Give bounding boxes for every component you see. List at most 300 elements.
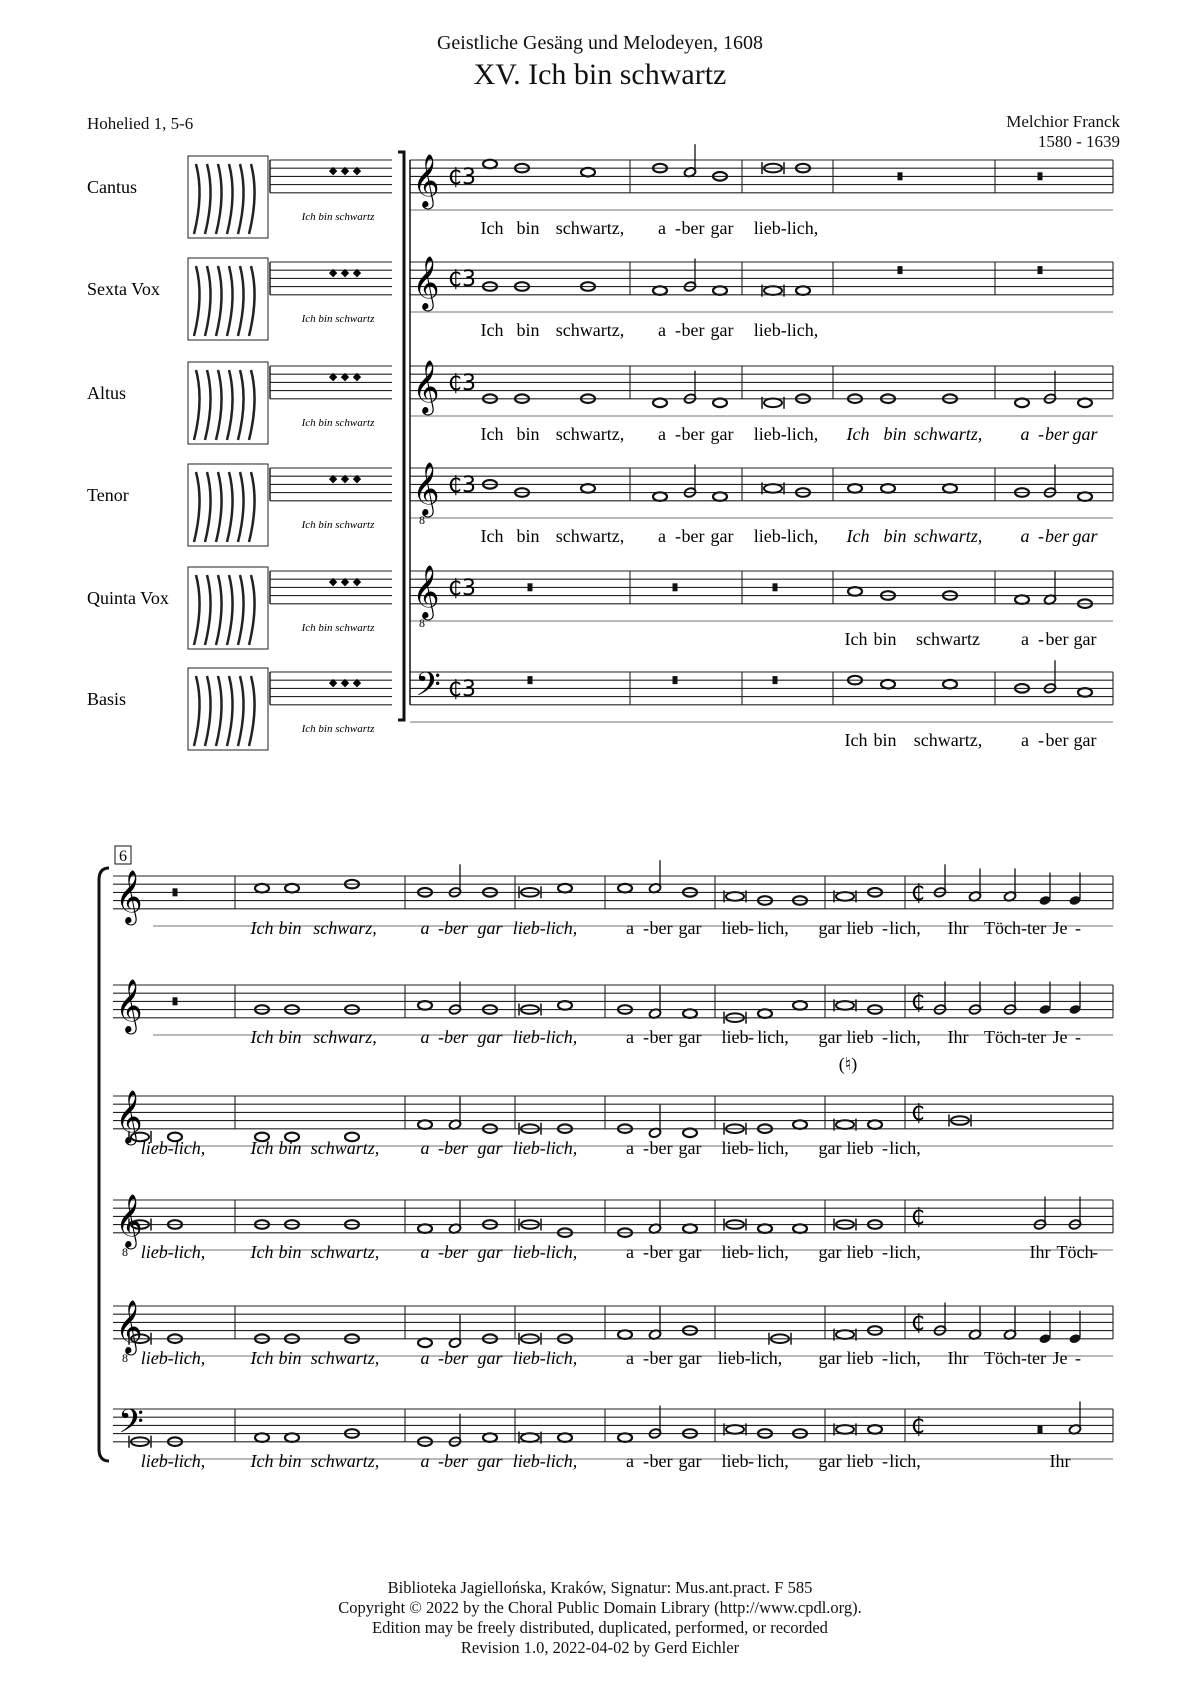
lyric-syllable: lieb-lich,: [140, 1242, 206, 1262]
lyric-syllable: ber: [681, 526, 705, 546]
lyric-syllable: lieb-lich,: [512, 1242, 578, 1262]
octave-8-mark: 8: [419, 513, 425, 527]
whole-note: [558, 1433, 572, 1442]
lyric-syllable: schwartz,: [913, 526, 983, 546]
treble-clef-icon: 𝄞: [115, 869, 143, 923]
whole-note: [713, 492, 727, 501]
lyric-syllable: schwartz,: [913, 424, 983, 444]
voice-name-5: Quinta Vox: [87, 588, 169, 608]
whole-note: [793, 1224, 807, 1233]
lyric-syllable: ber: [444, 1138, 468, 1158]
lyric-syllable: lieb-lich,: [753, 424, 819, 444]
voice-name-1: Cantus: [87, 177, 138, 197]
lyric-syllable: schwarz,: [313, 918, 377, 938]
voice-name-2: Sexta Vox: [87, 279, 160, 299]
system-bracket: [99, 868, 109, 1461]
lyric-syllable: lieb-lich,: [140, 1348, 206, 1368]
whole-note: [558, 884, 572, 893]
breve-rest: [673, 583, 678, 591]
lyric-syllable: lich,: [889, 1027, 921, 1047]
lyric-syllable: a: [420, 1451, 430, 1471]
whole-note: [683, 1224, 697, 1233]
cut-time-signature: ₵: [911, 990, 925, 1015]
lyric-syllable: a: [420, 1027, 430, 1047]
lyric-syllable: gar: [1073, 629, 1097, 649]
whole-note: [618, 884, 632, 893]
lyric-syllable: -: [643, 1348, 649, 1368]
lyric-syllable: lieb-lich,: [140, 1138, 206, 1158]
lyric-syllable: a: [1021, 730, 1029, 750]
lyric-syllable: gar: [477, 1451, 503, 1471]
lyric-syllable: -: [438, 1242, 444, 1262]
whole-note: [848, 484, 862, 493]
time-signature: ₵3: [448, 371, 476, 396]
whole-note: [653, 492, 667, 501]
whole-note: [868, 1120, 882, 1129]
breve-rest: [1038, 1425, 1043, 1433]
lyric-syllable: schwarz,: [313, 1027, 377, 1047]
breve-note: [521, 1433, 539, 1442]
lyric-syllable: lieb-lich,: [717, 1348, 783, 1368]
time-signature: ₵3: [448, 473, 476, 498]
lyric-syllable: -: [1075, 1027, 1081, 1047]
lyric-syllable: -: [438, 1138, 444, 1158]
breve-rest: [898, 266, 903, 274]
whole-note: [758, 1009, 772, 1018]
incipit-notes: ◆ ◆ ◆: [328, 266, 362, 279]
lyric-syllable: ber: [649, 1348, 673, 1368]
lyric-syllable: ber: [444, 1027, 468, 1047]
whole-note: [1015, 399, 1029, 408]
lyric-syllable: ber: [649, 1027, 673, 1047]
lyric-syllable: lich,: [757, 1027, 789, 1047]
breve-rest: [528, 676, 533, 684]
octave-8-mark: 8: [122, 1351, 128, 1365]
lyric-syllable: a: [1020, 526, 1030, 546]
voice-name-4: Tenor: [87, 485, 129, 505]
lyric-syllable: gar: [477, 1242, 503, 1262]
whole-note: [581, 484, 595, 493]
lyric-syllable: gar: [818, 1242, 842, 1262]
lyric-syllable: lieb: [846, 1242, 874, 1262]
whole-note: [653, 286, 667, 295]
lyric-syllable: -: [882, 1027, 888, 1047]
lyric-syllable: schwartz,: [310, 1138, 380, 1158]
breve-note: [836, 1330, 854, 1339]
lyric-syllable: Ich: [480, 320, 504, 340]
whole-note: [683, 1129, 697, 1138]
lyric-syllable: a: [626, 1348, 634, 1368]
piece-title: XV. Ich bin schwartz: [473, 58, 727, 91]
lyric-syllable: schwartz: [916, 629, 980, 649]
cut-time-signature: ₵: [911, 1101, 925, 1126]
treble-clef-icon: 𝄞: [412, 153, 440, 207]
whole-note: [758, 1224, 772, 1233]
whole-note: [943, 484, 957, 493]
breve-note: [836, 1425, 854, 1434]
lyric-syllable: ber: [444, 1451, 468, 1471]
incipit-text: Ich bin schwartz: [301, 211, 375, 223]
breve-note: [726, 1425, 744, 1434]
lyric-syllable: gar: [1072, 424, 1098, 444]
incipit-text: Ich bin schwartz: [301, 723, 375, 735]
lyric-syllable: schwartz,: [555, 424, 625, 444]
lyric-syllable: ber: [649, 1138, 673, 1158]
lyric-syllable: Ich: [844, 730, 868, 750]
lyric-syllable: lich,: [889, 1451, 921, 1471]
lyric-syllable: -: [882, 1138, 888, 1158]
treble-clef-icon: 𝄞: [115, 978, 143, 1032]
whole-note: [1015, 595, 1029, 604]
breve-rest: [173, 888, 178, 896]
lyric-syllable: ber: [444, 1348, 468, 1368]
lyric-syllable: Ich: [480, 526, 504, 546]
lyric-syllable: ber: [681, 320, 705, 340]
lyric-syllable: -: [748, 1242, 754, 1262]
lyric-syllable: Töch: [1056, 1242, 1094, 1262]
lyric-syllable: gar: [678, 918, 702, 938]
breve-rest: [528, 583, 533, 591]
footer-copyright-line: Copyright © 2022 by the Choral Public Domain Library (http://www.cpdl.org).: [338, 1598, 862, 1617]
lyric-syllable: gar: [710, 424, 734, 444]
lyric-syllable: lieb: [846, 918, 874, 938]
lyric-syllable: lieb-lich,: [753, 218, 819, 238]
lyric-syllable: lieb: [721, 1242, 749, 1262]
lyric-syllable: bin: [278, 1242, 302, 1262]
lyric-syllable: bin: [516, 526, 540, 546]
breve-rest: [773, 583, 778, 591]
whole-note: [483, 1433, 497, 1442]
lyric-syllable: gar: [710, 320, 734, 340]
whole-note: [943, 680, 957, 689]
incipit-text: Ich bin schwartz: [301, 417, 375, 429]
lyric-syllable: lieb-lich,: [512, 1027, 578, 1047]
lyric-syllable: gar: [1073, 730, 1097, 750]
footer-license-line: Edition may be freely distributed, duplicated, performed, or recorded: [372, 1618, 828, 1637]
whole-note: [653, 399, 667, 408]
lyric-syllable: lieb-lich,: [512, 1348, 578, 1368]
lyric-syllable: ber: [1045, 629, 1069, 649]
lyric-syllable: a: [658, 424, 666, 444]
lyric-syllable: -: [882, 918, 888, 938]
lyric-syllable: lieb-lich,: [140, 1451, 206, 1471]
whole-note: [848, 587, 862, 596]
bass-clef-icon: 𝄢: [118, 1403, 144, 1449]
staff-6: [410, 672, 1113, 705]
staff-sys2-6: [113, 1409, 1113, 1442]
lyric-syllable: -: [882, 1348, 888, 1368]
lyric-syllable: -: [1038, 424, 1044, 444]
lyric-syllable: -: [675, 320, 681, 340]
cut-time-signature: ₵: [911, 1414, 925, 1439]
lyric-syllable: -: [748, 1451, 754, 1471]
lyric-syllable: ber: [444, 918, 468, 938]
breve-rest: [1038, 266, 1043, 274]
lyric-syllable: ber: [1045, 424, 1069, 444]
treble-clef-icon: 𝄞: [115, 1089, 143, 1143]
lyric-syllable: lieb: [846, 1348, 874, 1368]
lyric-syllable: ber: [681, 218, 705, 238]
lyric-syllable: gar: [477, 918, 503, 938]
lyric-syllable: bin: [516, 424, 540, 444]
lyric-syllable: schwartz,: [310, 1451, 380, 1471]
incipit-notes: ◆ ◆ ◆: [328, 370, 362, 383]
treble-clef-icon: 𝄞: [412, 564, 440, 618]
lyric-syllable: a: [626, 918, 634, 938]
whole-note: [793, 1120, 807, 1129]
lyric-syllable: lieb: [721, 1138, 749, 1158]
lyric-syllable: Ich: [480, 424, 504, 444]
lyric-syllable: Ich: [250, 918, 274, 938]
lyric-syllable: gar: [678, 1242, 702, 1262]
lyric-syllable: Ich: [250, 1348, 274, 1368]
octave-8-mark: 8: [122, 1245, 128, 1259]
footer-revision-line: Revision 1.0, 2022-04-02 by Gerd Eichler: [460, 1638, 740, 1657]
lyric-syllable: schwartz,: [555, 526, 625, 546]
footer-credits: [0, 1578, 1200, 1658]
lyric-syllable: a: [626, 1242, 634, 1262]
lyric-syllable: lieb: [721, 1027, 749, 1047]
lyric-syllable: lieb: [721, 918, 749, 938]
lyric-syllable: -: [1038, 526, 1044, 546]
lyric-syllable: bin: [516, 320, 540, 340]
footer-source-line: Biblioteka Jagiellońska, Kraków, Signatur: Mus.ant.pract. F 585: [387, 1578, 813, 1597]
lyric-syllable: gar: [818, 1138, 842, 1158]
whole-note: [1078, 399, 1092, 408]
lyric-syllable: gar: [818, 1027, 842, 1047]
lyric-syllable: lich,: [757, 1242, 789, 1262]
lyric-syllable: a: [626, 1027, 634, 1047]
lyric-syllable: schwartz,: [555, 320, 625, 340]
cut-time-signature: ₵: [911, 881, 925, 906]
treble-clef-icon: 𝄞: [412, 359, 440, 413]
lyric-syllable: schwartz,: [555, 218, 625, 238]
lyric-syllable: lieb-lich,: [512, 918, 578, 938]
source-reference: Hohelied 1, 5-6: [87, 114, 194, 133]
lyric-syllable: Ich: [250, 1027, 274, 1047]
whole-note: [558, 1001, 572, 1010]
editorial-accidental: (♮): [838, 1054, 858, 1074]
breve-rest: [898, 172, 903, 180]
cut-time-signature: ₵: [911, 1205, 925, 1230]
lyric-syllable: lieb-lich,: [512, 1138, 578, 1158]
lyric-syllable: -: [1038, 629, 1044, 649]
lyric-syllable: Ich: [480, 218, 504, 238]
lyric-syllable: gar: [678, 1027, 702, 1047]
lyric-syllable: gar: [477, 1027, 503, 1047]
lyric-syllable: bin: [278, 1027, 302, 1047]
treble-clef-icon: 𝄞: [115, 1193, 143, 1247]
lyric-syllable: schwartz,: [310, 1242, 380, 1262]
voice-name-6: Basis: [87, 689, 127, 709]
lyric-syllable: Je: [1052, 918, 1068, 938]
lyric-syllable: a: [658, 320, 666, 340]
treble-clef-icon: 𝄞: [412, 461, 440, 515]
voice-name-3: Altus: [87, 383, 127, 403]
lyric-syllable: Ihr: [947, 1348, 969, 1368]
breve-note: [836, 1001, 854, 1010]
lyric-syllable: lich,: [889, 1138, 921, 1158]
lyric-syllable: -: [748, 1027, 754, 1047]
lyric-syllable: gar: [477, 1138, 503, 1158]
lyric-syllable: gar: [678, 1138, 702, 1158]
lyric-syllable: -: [438, 1451, 444, 1471]
whole-note: [618, 1330, 632, 1339]
whole-note: [618, 1433, 632, 1442]
lyric-syllable: -: [438, 918, 444, 938]
lyric-syllable: ber: [1045, 730, 1069, 750]
lyric-syllable: gar: [818, 1348, 842, 1368]
incipit-notes: ◆ ◆ ◆: [328, 575, 362, 588]
lyric-syllable: gar: [477, 1348, 503, 1368]
whole-note: [881, 484, 895, 493]
lyric-syllable: Je: [1052, 1348, 1068, 1368]
whole-note: [255, 1433, 269, 1442]
lyric-syllable: -: [748, 1138, 754, 1158]
lyric-syllable: gar: [818, 918, 842, 938]
incipit-notes: ◆ ◆ ◆: [328, 164, 362, 177]
incipit-text: Ich bin schwartz: [301, 622, 375, 634]
lyric-syllable: ber: [649, 918, 673, 938]
lyric-syllable: Ich: [250, 1138, 274, 1158]
lyric-syllable: lieb: [846, 1027, 874, 1047]
whole-note: [418, 1001, 432, 1010]
lyric-syllable: lich,: [757, 918, 789, 938]
lyric-syllable: lieb: [846, 1138, 874, 1158]
composer-dates: 1580 - 1639: [1037, 132, 1120, 151]
treble-clef-icon: 𝄞: [115, 1299, 143, 1353]
time-signature: ₵3: [448, 576, 476, 601]
lyric-syllable: a: [1020, 424, 1030, 444]
lyric-syllable: -: [643, 918, 649, 938]
breve-rest: [1038, 172, 1043, 180]
lyric-syllable: bin: [278, 1138, 302, 1158]
lyric-syllable: bin: [883, 526, 907, 546]
lyric-syllable: schwartz,: [913, 730, 983, 750]
bass-clef-icon: 𝄢: [415, 666, 441, 712]
breve-note: [764, 286, 782, 295]
lyric-syllable: -: [1038, 730, 1044, 750]
lyric-syllable: -: [675, 424, 681, 444]
lyric-syllable: ber: [649, 1451, 673, 1471]
lyric-syllable: a: [420, 1138, 430, 1158]
lyric-syllable: Töch-ter: [984, 1027, 1046, 1047]
lyric-syllable: ber: [444, 1242, 468, 1262]
lyric-syllable: gar: [1072, 526, 1098, 546]
lyric-syllable: Ich: [250, 1242, 274, 1262]
lyric-syllable: Töch-ter: [984, 1348, 1046, 1368]
lyric-syllable: gar: [710, 526, 734, 546]
whole-note: [713, 286, 727, 295]
lyric-syllable: lieb: [846, 1451, 874, 1471]
lyric-syllable: schwartz,: [310, 1348, 380, 1368]
lyric-syllable: Ihr: [1049, 1451, 1071, 1471]
lyric-syllable: -: [438, 1027, 444, 1047]
lyric-syllable: a: [626, 1451, 634, 1471]
whole-note: [418, 1339, 432, 1348]
whole-note: [1078, 688, 1092, 697]
lyric-syllable: bin: [873, 730, 897, 750]
composer-name: Melchior Franck: [1006, 112, 1120, 131]
lyric-syllable: -: [643, 1242, 649, 1262]
whole-note: [793, 1001, 807, 1010]
lyric-syllable: lich,: [889, 1348, 921, 1368]
lyric-syllable: lich,: [889, 1242, 921, 1262]
lyric-syllable: -: [1075, 918, 1081, 938]
lyric-syllable: -: [643, 1138, 649, 1158]
lyric-syllable: a: [420, 1348, 430, 1368]
whole-note: [483, 160, 497, 169]
lyric-syllable: lich,: [757, 1451, 789, 1471]
breve-note: [764, 399, 782, 408]
breve-note: [764, 484, 782, 493]
whole-note: [713, 399, 727, 408]
whole-note: [418, 1224, 432, 1233]
lyric-syllable: a: [1021, 629, 1029, 649]
lyric-syllable: -: [882, 1242, 888, 1262]
lyric-syllable: -: [643, 1451, 649, 1471]
breve-note: [726, 892, 744, 901]
lyric-syllable: a: [420, 918, 430, 938]
lyric-syllable: a: [420, 1242, 430, 1262]
lyric-syllable: Ihr: [947, 918, 969, 938]
whole-note: [581, 168, 595, 177]
lyric-syllable: gar: [678, 1348, 702, 1368]
lyric-syllable: bin: [278, 1451, 302, 1471]
lyric-syllable: lieb: [721, 1451, 749, 1471]
lyric-syllable: -: [882, 1451, 888, 1471]
lyric-syllable: Ich: [846, 424, 870, 444]
lyric-syllable: lich,: [889, 918, 921, 938]
whole-note: [285, 884, 299, 893]
incipit-text: Ich bin schwartz: [301, 313, 375, 325]
incipit-text: Ich bin schwartz: [301, 519, 375, 531]
treble-clef-icon: 𝄞: [412, 255, 440, 309]
lyric-syllable: Töch-ter: [984, 918, 1046, 938]
breve-note: [836, 1120, 854, 1129]
lyric-syllable: bin: [278, 918, 302, 938]
lyric-syllable: -: [1075, 1348, 1081, 1368]
lyric-syllable: Ich: [250, 1451, 274, 1471]
cut-time-signature: ₵: [911, 1311, 925, 1336]
whole-note: [868, 1425, 882, 1434]
lyric-syllable: a: [658, 218, 666, 238]
staff-5: [410, 571, 1113, 604]
whole-note: [1078, 492, 1092, 501]
lyric-syllable: ber: [1045, 526, 1069, 546]
incipit-notes: ◆ ◆ ◆: [328, 472, 362, 485]
lyric-syllable: lich,: [757, 1138, 789, 1158]
whole-note: [418, 1120, 432, 1129]
whole-note: [683, 1009, 697, 1018]
lyric-syllable: Ihr: [947, 1027, 969, 1047]
breve-rest: [673, 676, 678, 684]
breve-rest: [173, 997, 178, 1005]
lyric-syllable: -: [438, 1348, 444, 1368]
time-signature: ₵3: [448, 165, 476, 190]
lyric-syllable: bin: [516, 218, 540, 238]
whole-note: [796, 286, 810, 295]
lyric-syllable: Ich: [846, 526, 870, 546]
whole-note: [255, 884, 269, 893]
lyric-syllable: ber: [649, 1242, 673, 1262]
lyric-syllable: lieb-lich,: [753, 320, 819, 340]
lyric-syllable: -: [643, 1027, 649, 1047]
time-signature: ₵3: [448, 267, 476, 292]
lyric-syllable: bin: [278, 1348, 302, 1368]
lyric-syllable: gar: [818, 1451, 842, 1471]
breve-note: [836, 892, 854, 901]
